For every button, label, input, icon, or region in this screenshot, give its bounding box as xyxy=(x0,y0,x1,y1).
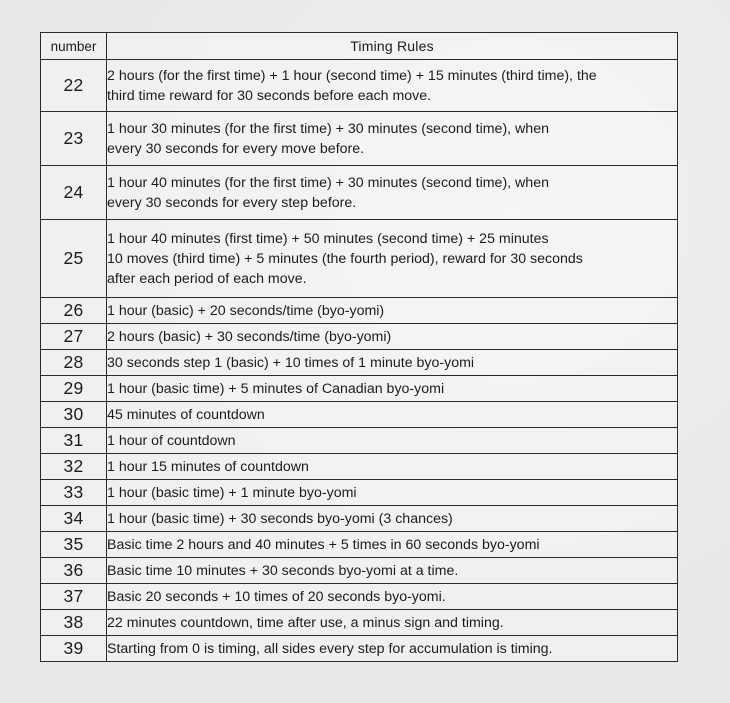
table-row xyxy=(41,298,678,324)
row-rule: 30 seconds step 1 (basic) + 10 times of 1 minute byo-yomi xyxy=(107,350,678,376)
table-row xyxy=(41,112,678,166)
row-rule: Basic time 10 minutes + 30 seconds byo-yomi at a time. xyxy=(107,558,678,584)
table-row xyxy=(41,402,678,428)
row-rule: Basic 20 seconds + 10 times of 20 seconds byo-yomi. xyxy=(107,584,678,610)
table-row xyxy=(41,166,678,220)
row-rule: 1 hour (basic time) + 1 minute byo-yomi xyxy=(107,480,678,506)
table-row xyxy=(41,558,678,584)
table-row xyxy=(41,532,678,558)
row-rule: 2 hours (basic) + 30 seconds/time (byo-yomi) xyxy=(107,324,678,350)
table-row xyxy=(41,220,678,298)
row-rule: Basic time 2 hours and 40 minutes + 5 times in 60 seconds byo-yomi xyxy=(107,532,678,558)
row-rule: 1 hour (basic) + 20 seconds/time (byo-yomi) xyxy=(107,298,678,324)
row-number: 39 xyxy=(41,636,107,662)
row-number: 30 xyxy=(41,402,107,428)
row-number: 23 xyxy=(41,112,107,166)
row-rule: 2 hours (for the first time) + 1 hour (second time) + 15 minutes (third time), the third time reward for 30 seconds before each move. xyxy=(107,60,678,112)
row-rule: 1 hour 40 minutes (first time) + 50 minutes (second time) + 25 minutes 10 moves (third time) + 5 minutes (the fourth period), reward for 30 seconds after each period of each move. xyxy=(107,220,678,298)
row-number: 38 xyxy=(41,610,107,636)
table-row xyxy=(41,506,678,532)
table-row xyxy=(41,636,678,662)
table-row xyxy=(41,454,678,480)
table-row xyxy=(41,428,678,454)
row-number: 27 xyxy=(41,324,107,350)
row-rule: 1 hour of countdown xyxy=(107,428,678,454)
row-number: 32 xyxy=(41,454,107,480)
header-number: number xyxy=(41,33,107,60)
table-row xyxy=(41,324,678,350)
row-number: 24 xyxy=(41,166,107,220)
row-rule: 45 minutes of countdown xyxy=(107,402,678,428)
row-number: 25 xyxy=(41,220,107,298)
table-row xyxy=(41,376,678,402)
row-rule: 1 hour 15 minutes of countdown xyxy=(107,454,678,480)
row-number: 22 xyxy=(41,60,107,112)
row-number: 29 xyxy=(41,376,107,402)
table-header-row xyxy=(41,33,678,60)
row-number: 33 xyxy=(41,480,107,506)
row-number: 26 xyxy=(41,298,107,324)
row-number: 37 xyxy=(41,584,107,610)
table-row xyxy=(41,350,678,376)
row-number: 31 xyxy=(41,428,107,454)
row-number: 35 xyxy=(41,532,107,558)
header-timing-rules: Timing Rules xyxy=(107,33,678,60)
row-rule: 1 hour 30 minutes (for the first time) + 30 minutes (second time), when every 30 seconds for every move before. xyxy=(107,112,678,166)
table-row xyxy=(41,60,678,112)
row-rule: 1 hour (basic time) + 30 seconds byo-yomi (3 chances) xyxy=(107,506,678,532)
row-number: 28 xyxy=(41,350,107,376)
row-rule: 22 minutes countdown, time after use, a minus sign and timing. xyxy=(107,610,678,636)
row-rule: 1 hour 40 minutes (for the first time) + 30 minutes (second time), when every 30 seconds for every step before. xyxy=(107,166,678,220)
row-number: 36 xyxy=(41,558,107,584)
table-row xyxy=(41,610,678,636)
row-rule: 1 hour (basic time) + 5 minutes of Canadian byo-yomi xyxy=(107,376,678,402)
timing-rules-table xyxy=(40,32,678,662)
table-row xyxy=(41,584,678,610)
table-row xyxy=(41,480,678,506)
row-rule: Starting from 0 is timing, all sides every step for accumulation is timing. xyxy=(107,636,678,662)
row-number: 34 xyxy=(41,506,107,532)
